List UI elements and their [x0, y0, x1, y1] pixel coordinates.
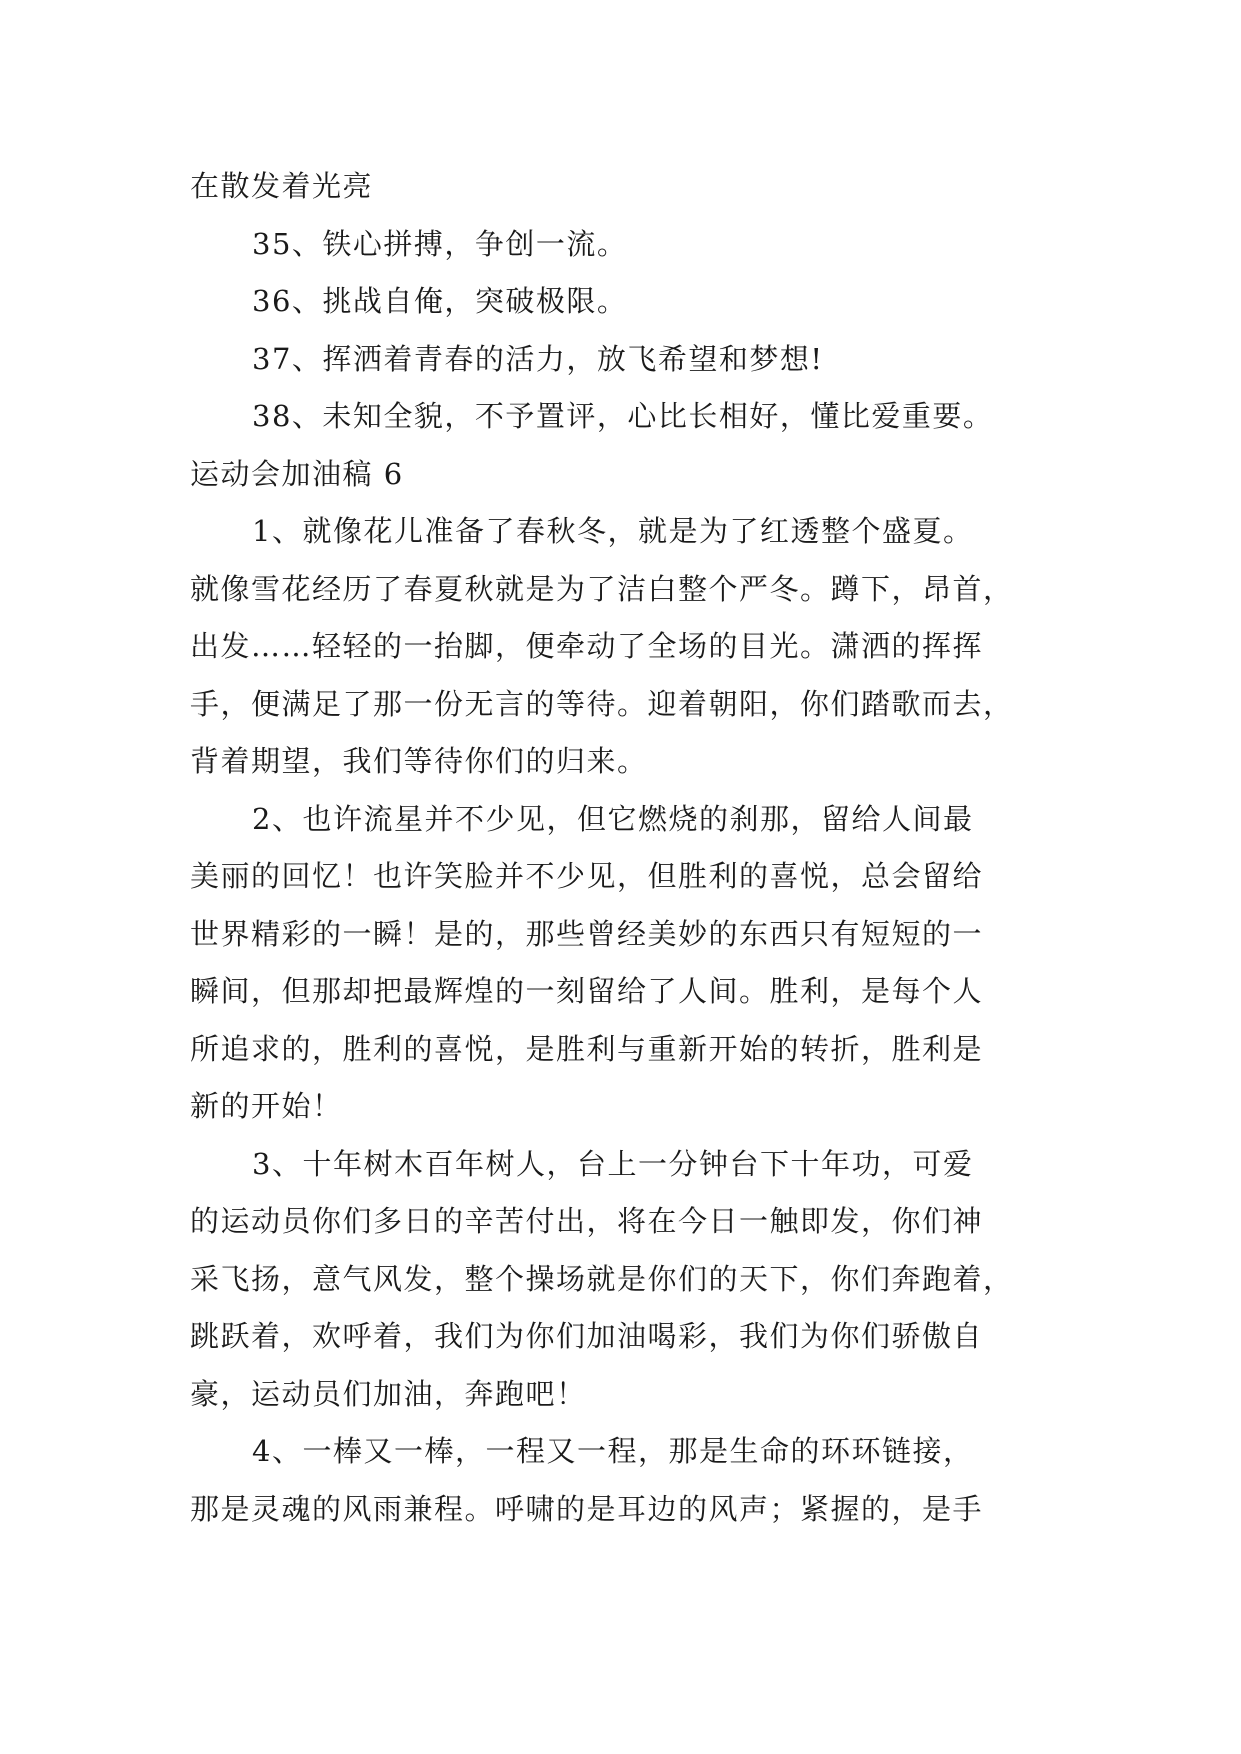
continuation-line: 在散发着光亮	[190, 169, 374, 203]
paragraph-line: 美丽的回忆！也许笑脸并不少见，但胜利的喜悦，总会留给	[190, 859, 984, 893]
paragraph-line: 出发……轻轻的一抬脚，便牵动了全场的目光。潇洒的挥挥	[190, 629, 984, 663]
paragraph-4	[190, 1423, 1060, 1538]
section-title: 运动会加油稿 6	[190, 456, 404, 491]
paragraph-1	[190, 503, 1060, 791]
paragraph-line: 手，便满足了那一份无言的等待。迎着朝阳，你们踏歌而去，	[190, 686, 1014, 721]
paragraph-line: 就像雪花经历了春夏秋就是为了洁白整个严冬。蹲下，昂首，	[190, 571, 1014, 606]
slogan-36: 36、挑战自俺，突破极限。	[252, 284, 628, 318]
paragraph-line: 那是灵魂的风雨兼程。呼啸的是耳边的风声；紧握的，是手	[190, 1491, 984, 1526]
paragraph-3	[190, 1136, 1060, 1424]
paragraph-line: 所追求的，胜利的喜悦，是胜利与重新开始的转折，胜利是	[190, 1031, 984, 1066]
paragraph-2	[190, 791, 1060, 1136]
slogan-35: 35、铁心拼搏，争创一流。	[252, 226, 628, 261]
slogan-37: 37、挥洒着青春的活力，放飞希望和梦想!	[252, 341, 824, 376]
paragraph-line: 新的开始！	[190, 1089, 343, 1123]
paragraph-line: 瞬间，但那却把最辉煌的一刻留给了人间。胜利，是每个人	[190, 974, 984, 1008]
paragraph-line: 跳跃着，欢呼着，我们为你们加油喝彩，我们为你们骄傲自	[190, 1319, 984, 1353]
paragraph-line: 背着期望，我们等待你们的归来。	[190, 744, 648, 778]
paragraph-line: 2、也许流星并不少见，但它燃烧的刹那，留给人间最	[252, 801, 974, 836]
document-body	[190, 158, 1060, 1538]
paragraph-line: 3、十年树木百年树人，台上一分钟台下十年功，可爱	[252, 1146, 974, 1181]
paragraph-line: 的运动员你们多日的辛苦付出，将在今日一触即发，你们神	[190, 1204, 984, 1238]
paragraph-line: 1、就像花儿准备了春秋冬，就是为了红透整个盛夏。	[252, 514, 974, 548]
paragraph-line: 世界精彩的一瞬！是的，那些曾经美妙的东西只有短短的一	[190, 916, 984, 951]
paragraph-line: 4、一棒又一棒，一程又一程，那是生命的环环链接，	[252, 1434, 974, 1468]
paragraph-line: 采飞扬，意气风发，整个操场就是你们的天下，你们奔跑着，	[190, 1261, 1014, 1296]
slogan-38: 38、未知全貌，不予置评，心比长相好，懂比爱重要。	[252, 399, 994, 433]
paragraph-line: 豪，运动员们加油，奔跑吧！	[190, 1376, 587, 1411]
